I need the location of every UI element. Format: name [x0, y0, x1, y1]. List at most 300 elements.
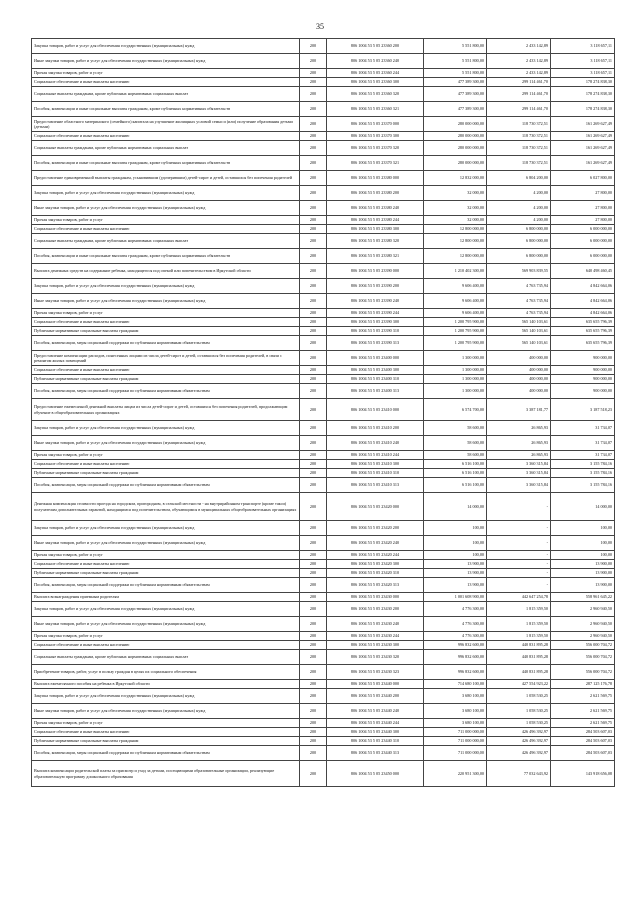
- row-remainder-cell: 900 000,00: [551, 384, 615, 399]
- table-row: [32, 737, 615, 746]
- budget-table: [31, 38, 615, 787]
- row-name-cell: Денежная компенсация стоимости проезда на городском, пригородном, в сельской местности - на внутрирайонном транспорте (кроме такси) получателям дополнительных гарантий, находящимся под попечительством, обучающимся в муниципальных общеобразовательных организациях: [32, 493, 300, 521]
- row-name-cell: Социальное обеспечение и иные выплаты населению: [32, 366, 300, 375]
- row-name-cell: Пособия, компенсации и иные социальные выплаты гражданам, кроме публичных нормативных обязательств: [32, 156, 300, 171]
- row-name-cell: Предоставление единовременной выплаты гражданам, усыновившим (удочерившим) детей-сирот и детей, оставшихся без попечения родителей: [32, 171, 300, 186]
- row-name-cell: Пособия, компенсации, меры социальной поддержки по публичным нормативным обязательствам: [32, 336, 300, 351]
- table-row: [32, 436, 615, 451]
- row-remainder-cell: 3 118 657,11: [551, 54, 615, 69]
- row-name-cell: Закупка товаров, работ и услуг для обеспечения государственных (муниципальных) нужд: [32, 39, 300, 54]
- row-executed-cell: 77 032 643,92: [487, 761, 551, 787]
- row-name-cell: Предоставление областного материнского (семейного) капитала на улучшение жилищных условий семьи и (или) получение образования детьми (детьми): [32, 117, 300, 132]
- row-remainder-cell: 100,00: [551, 536, 615, 551]
- table-row: [32, 551, 615, 560]
- row-executed-cell: 6 800 000,00: [487, 234, 551, 249]
- row-executed-cell: 26 865,93: [487, 451, 551, 460]
- row-classification-cell: 806 1004 53 5 05 23440 240: [327, 704, 424, 719]
- row-executed-cell: 426 496 392,97: [487, 746, 551, 761]
- row-code-cell: 200: [300, 54, 327, 69]
- row-executed-cell: 6 804 200,00: [487, 171, 551, 186]
- row-classification-cell: 806 1004 53 5 05 23360 321: [327, 102, 424, 117]
- row-code-cell: 200: [300, 578, 327, 593]
- row-classification-cell: 806 1004 53 5 05 23420 240: [327, 536, 424, 551]
- table-row: [32, 294, 615, 309]
- row-approved-cell: 12 800 000,00: [424, 225, 487, 234]
- row-code-cell: 200: [300, 351, 327, 366]
- row-executed-cell: 2 433 142,89: [487, 69, 551, 78]
- row-remainder-cell: 3 187 518,23: [551, 399, 615, 421]
- row-remainder-cell: 4 842 664,06: [551, 294, 615, 309]
- row-executed-cell: 569 903 839,55: [487, 264, 551, 279]
- row-code-cell: 200: [300, 719, 327, 728]
- row-name-cell: Закупка товаров, работ и услуг для обеспечения государственных (муниципальных) нужд: [32, 521, 300, 536]
- row-remainder-cell: 2 960 940,50: [551, 632, 615, 641]
- row-classification-cell: 806 1004 53 5 05 23410 310: [327, 469, 424, 478]
- row-code-cell: 200: [300, 156, 327, 171]
- row-name-cell: Пособия, компенсации, меры социальной поддержки по публичным нормативным обязательствам: [32, 578, 300, 593]
- table-row: [32, 201, 615, 216]
- row-executed-cell: 400 000,00: [487, 375, 551, 384]
- row-remainder-cell: 3 155 784,16: [551, 469, 615, 478]
- row-remainder-cell: 2 960 940,50: [551, 602, 615, 617]
- row-name-cell: Иные закупки товаров, работ и услуг для обеспечения государственных (муниципальных) нужд: [32, 704, 300, 719]
- table-row: [32, 617, 615, 632]
- row-remainder-cell: 27 800,00: [551, 201, 615, 216]
- table-row: [32, 493, 615, 521]
- row-code-cell: 200: [300, 617, 327, 632]
- row-code-cell: 200: [300, 141, 327, 156]
- table-row: [32, 632, 615, 641]
- row-executed-cell: 4 200,00: [487, 216, 551, 225]
- table-row: [32, 602, 615, 617]
- table-row: [32, 665, 615, 680]
- row-name-cell: Выплата ежемесячного пособия на ребенка в Иркутской области: [32, 680, 300, 689]
- row-name-cell: Приобретение товаров, работ, услуг в пользу граждан в целях их социального обеспечения: [32, 665, 300, 680]
- row-remainder-cell: 558 961 645,22: [551, 593, 615, 602]
- table-row: [32, 746, 615, 761]
- row-name-cell: Социальное обеспечение и иные выплаты населению: [32, 460, 300, 469]
- table-row: [32, 384, 615, 399]
- row-approved-cell: 1 300 000,00: [424, 351, 487, 366]
- row-approved-cell: 711 000 000,00: [424, 728, 487, 737]
- row-remainder-cell: 161 269 627,49: [551, 156, 615, 171]
- row-name-cell: Прочая закупка товаров, работ и услуг: [32, 551, 300, 560]
- row-name-cell: Выплата денежных средств на содержание ребенка, находящегося под опекой или попечительством в Иркутской области: [32, 264, 300, 279]
- row-executed-cell: 3 387 181,77: [487, 399, 551, 421]
- row-name-cell: Закупка товаров, работ и услуг для обеспечения государственных (муниципальных) нужд: [32, 689, 300, 704]
- row-name-cell: Пособия, компенсации, меры социальной поддержки по публичным нормативным обязательствам: [32, 746, 300, 761]
- row-approved-cell: 1 001 608 900,00: [424, 593, 487, 602]
- table-row: [32, 156, 615, 171]
- row-name-cell: Социальное обеспечение и иные выплаты населению: [32, 728, 300, 737]
- row-name-cell: Прочая закупка товаров, работ и услуг: [32, 451, 300, 460]
- row-approved-cell: 280 000 000,00: [424, 117, 487, 132]
- row-classification-cell: 806 1004 53 5 05 23430 240: [327, 617, 424, 632]
- table-row: [32, 186, 615, 201]
- row-executed-cell: -: [487, 578, 551, 593]
- row-approved-cell: 6 516 100,00: [424, 460, 487, 469]
- row-name-cell: Социальное обеспечение и иные выплаты населению: [32, 641, 300, 650]
- row-name-cell: Социальное обеспечение и иные выплаты населению: [32, 225, 300, 234]
- table-row: [32, 249, 615, 264]
- row-classification-cell: 806 1004 53 5 05 23420 000: [327, 493, 424, 521]
- row-remainder-cell: 4 842 664,06: [551, 309, 615, 318]
- row-classification-cell: 806 1004 53 5 05 23380 321: [327, 249, 424, 264]
- row-classification-cell: 806 1004 53 5 05 23370 321: [327, 156, 424, 171]
- row-code-cell: 200: [300, 551, 327, 560]
- row-executed-cell: 26 865,93: [487, 436, 551, 451]
- row-classification-cell: 806 1004 53 5 05 23360 240: [327, 54, 424, 69]
- row-classification-cell: 806 1004 53 5 05 23400 313: [327, 384, 424, 399]
- row-classification-cell: 806 1004 53 5 05 23370 000: [327, 117, 424, 132]
- row-remainder-cell: 178 274 838,30: [551, 87, 615, 102]
- table-row: [32, 560, 615, 569]
- row-classification-cell: 806 1004 53 5 05 23420 313: [327, 578, 424, 593]
- row-approved-cell: 280 000 000,00: [424, 132, 487, 141]
- row-remainder-cell: 27 800,00: [551, 186, 615, 201]
- table-row: [32, 87, 615, 102]
- row-name-cell: Предоставление компенсации расходов, понесенных лицами из числа детей-сирот и детей, оставшихся без попечения родителей, в связи с ремонтом жилых помещений: [32, 351, 300, 366]
- row-name-cell: Социальные выплаты гражданам, кроме публичных нормативных социальных выплат: [32, 650, 300, 665]
- row-executed-cell: 3 360 315,84: [487, 469, 551, 478]
- row-classification-cell: 806 1004 53 5 05 23370 300: [327, 132, 424, 141]
- table-row: [32, 102, 615, 117]
- row-approved-cell: 6 516 100,00: [424, 469, 487, 478]
- row-code-cell: 200: [300, 469, 327, 478]
- row-approved-cell: 220 951 300,00: [424, 761, 487, 787]
- row-remainder-cell: 14 000,00: [551, 493, 615, 521]
- row-remainder-cell: 900 000,00: [551, 351, 615, 366]
- row-classification-cell: 806 1004 53 5 05 23390 200: [327, 279, 424, 294]
- row-executed-cell: 4 763 735,94: [487, 279, 551, 294]
- row-remainder-cell: 13 900,00: [551, 578, 615, 593]
- row-remainder-cell: 13 900,00: [551, 569, 615, 578]
- row-classification-cell: 806 1004 53 5 05 23360 244: [327, 69, 424, 78]
- row-code-cell: 200: [300, 761, 327, 787]
- row-remainder-cell: 900 000,00: [551, 375, 615, 384]
- row-code-cell: 200: [300, 593, 327, 602]
- row-code-cell: 200: [300, 680, 327, 689]
- row-classification-cell: 806 1004 53 5 05 23400 310: [327, 375, 424, 384]
- row-classification-cell: 806 1004 53 5 05 23430 323: [327, 665, 424, 680]
- row-executed-cell: 4 763 735,94: [487, 294, 551, 309]
- row-code-cell: 200: [300, 87, 327, 102]
- row-executed-cell: 440 831 895,28: [487, 641, 551, 650]
- row-name-cell: Публичные нормативные социальные выплаты гражданам: [32, 327, 300, 336]
- table-row: [32, 78, 615, 87]
- row-name-cell: Прочая закупка товаров, работ и услуг: [32, 69, 300, 78]
- row-code-cell: 200: [300, 375, 327, 384]
- row-name-cell: Социальное обеспечение и иные выплаты населению: [32, 560, 300, 569]
- row-executed-cell: 3 360 315,84: [487, 478, 551, 493]
- row-remainder-cell: 2 621 569,75: [551, 689, 615, 704]
- row-approved-cell: 100,00: [424, 551, 487, 560]
- row-classification-cell: 806 1004 53 5 05 23390 300: [327, 318, 424, 327]
- row-code-cell: 200: [300, 602, 327, 617]
- row-name-cell: Закупка товаров, работ и услуг для обеспечения государственных (муниципальных) нужд: [32, 186, 300, 201]
- table-row: [32, 141, 615, 156]
- row-approved-cell: 32 000,00: [424, 201, 487, 216]
- row-executed-cell: 1 815 359,50: [487, 632, 551, 641]
- row-executed-cell: 565 140 103,61: [487, 336, 551, 351]
- row-classification-cell: 806 1004 53 5 05 23430 244: [327, 632, 424, 641]
- row-approved-cell: 4 776 300,00: [424, 617, 487, 632]
- row-executed-cell: 440 831 895,28: [487, 665, 551, 680]
- row-code-cell: 200: [300, 78, 327, 87]
- row-name-cell: Пособия, компенсации и иные социальные выплаты гражданам, кроме публичных нормативных обязательств: [32, 249, 300, 264]
- row-remainder-cell: 635 655 796,39: [551, 336, 615, 351]
- row-classification-cell: 806 1004 53 5 05 23410 244: [327, 451, 424, 460]
- row-name-cell: Прочая закупка товаров, работ и услуг: [32, 632, 300, 641]
- row-executed-cell: 299 114 461,70: [487, 87, 551, 102]
- row-remainder-cell: 556 000 704,72: [551, 650, 615, 665]
- row-remainder-cell: 100,00: [551, 551, 615, 560]
- row-name-cell: Иные закупки товаров, работ и услуг для обеспечения государственных (муниципальных) нужд: [32, 54, 300, 69]
- row-approved-cell: 12 832 000,00: [424, 171, 487, 186]
- row-approved-cell: 100,00: [424, 536, 487, 551]
- row-executed-cell: 426 496 392,97: [487, 737, 551, 746]
- row-approved-cell: 13 900,00: [424, 560, 487, 569]
- row-remainder-cell: 3 155 784,16: [551, 460, 615, 469]
- row-classification-cell: 806 1004 53 5 05 23380 000: [327, 171, 424, 186]
- row-code-cell: 200: [300, 309, 327, 318]
- row-code-cell: 200: [300, 460, 327, 469]
- row-classification-cell: 806 1004 53 5 05 23440 000: [327, 680, 424, 689]
- row-remainder-cell: 161 269 627,49: [551, 141, 615, 156]
- row-executed-cell: 2 433 142,89: [487, 54, 551, 69]
- table-row: [32, 351, 615, 366]
- table-row: [32, 117, 615, 132]
- row-remainder-cell: 31 734,07: [551, 421, 615, 436]
- row-remainder-cell: 100,00: [551, 521, 615, 536]
- row-remainder-cell: 2 960 940,50: [551, 617, 615, 632]
- row-remainder-cell: 6 000 000,00: [551, 234, 615, 249]
- row-approved-cell: 3 680 100,00: [424, 719, 487, 728]
- table-row: [32, 728, 615, 737]
- row-approved-cell: 711 000 000,00: [424, 746, 487, 761]
- table-row: [32, 469, 615, 478]
- row-name-cell: Публичные нормативные социальные выплаты гражданам: [32, 737, 300, 746]
- row-code-cell: 200: [300, 451, 327, 460]
- row-executed-cell: -: [487, 569, 551, 578]
- row-classification-cell: 806 1004 53 5 05 23390 240: [327, 294, 424, 309]
- row-remainder-cell: 3 155 784,16: [551, 478, 615, 493]
- row-name-cell: Иные закупки товаров, работ и услуг для обеспечения государственных (муниципальных) нужд: [32, 536, 300, 551]
- row-executed-cell: 6 800 000,00: [487, 249, 551, 264]
- row-approved-cell: 477 389 300,00: [424, 78, 487, 87]
- row-name-cell: Выплата компенсации родительской платы за присмотр и уход за детьми, посещающими образовательные организации, реализующие образовательную программу дошкольного образования: [32, 761, 300, 787]
- row-code-cell: 200: [300, 294, 327, 309]
- row-remainder-cell: 284 503 607,03: [551, 746, 615, 761]
- row-executed-cell: -: [487, 493, 551, 521]
- row-code-cell: 200: [300, 737, 327, 746]
- row-classification-cell: 806 1004 53 5 05 23430 320: [327, 650, 424, 665]
- row-approved-cell: 58 600,00: [424, 451, 487, 460]
- row-code-cell: 200: [300, 279, 327, 294]
- table-row: [32, 680, 615, 689]
- row-remainder-cell: 640 498 460,45: [551, 264, 615, 279]
- row-executed-cell: 442 647 254,78: [487, 593, 551, 602]
- row-name-cell: Социальное обеспечение и иные выплаты населению: [32, 78, 300, 87]
- row-name-cell: Социальные выплаты гражданам, кроме публичных нормативных социальных выплат: [32, 234, 300, 249]
- row-name-cell: Пособия, компенсации и иные социальные выплаты гражданам, кроме публичных нормативных обязательств: [32, 102, 300, 117]
- row-approved-cell: 477 389 300,00: [424, 87, 487, 102]
- row-executed-cell: 1 058 530,25: [487, 719, 551, 728]
- row-classification-cell: 806 1004 53 5 05 23420 200: [327, 521, 424, 536]
- row-executed-cell: 400 000,00: [487, 384, 551, 399]
- row-executed-cell: 1 058 530,25: [487, 689, 551, 704]
- table-row: [32, 234, 615, 249]
- row-approved-cell: 996 832 600,00: [424, 641, 487, 650]
- row-remainder-cell: 143 918 656,08: [551, 761, 615, 787]
- row-classification-cell: 806 1004 53 5 05 23380 320: [327, 234, 424, 249]
- row-name-cell: Закупка товаров, работ и услуг для обеспечения государственных (муниципальных) нужд: [32, 279, 300, 294]
- row-remainder-cell: 13 900,00: [551, 560, 615, 569]
- row-code-cell: 200: [300, 704, 327, 719]
- row-approved-cell: 996 832 600,00: [424, 665, 487, 680]
- row-remainder-cell: 178 274 838,30: [551, 102, 615, 117]
- row-remainder-cell: 161 269 627,49: [551, 132, 615, 141]
- table-row: [32, 460, 615, 469]
- row-code-cell: 200: [300, 536, 327, 551]
- table-row: [32, 719, 615, 728]
- table-row: [32, 650, 615, 665]
- row-code-cell: 200: [300, 632, 327, 641]
- row-approved-cell: 13 900,00: [424, 578, 487, 593]
- row-approved-cell: 1 200 795 900,00: [424, 336, 487, 351]
- row-code-cell: 200: [300, 384, 327, 399]
- table-row: [32, 54, 615, 69]
- row-approved-cell: 12 800 000,00: [424, 234, 487, 249]
- page-number: 35: [316, 22, 324, 31]
- table-row: [32, 578, 615, 593]
- row-name-cell: Иные закупки товаров, работ и услуг для обеспечения государственных (муниципальных) нужд: [32, 436, 300, 451]
- row-classification-cell: 806 1004 53 5 05 23360 200: [327, 39, 424, 54]
- row-executed-cell: 400 000,00: [487, 351, 551, 366]
- row-code-cell: 200: [300, 186, 327, 201]
- row-name-cell: Выплата вознаграждения приемным родителям: [32, 593, 300, 602]
- row-classification-cell: 806 1004 53 5 05 23390 000: [327, 264, 424, 279]
- row-executed-cell: 440 831 895,28: [487, 650, 551, 665]
- row-classification-cell: 806 1004 53 5 05 23410 000: [327, 399, 424, 421]
- row-code-cell: 200: [300, 366, 327, 375]
- row-remainder-cell: 31 734,07: [551, 451, 615, 460]
- row-classification-cell: 806 1004 53 5 05 23400 300: [327, 366, 424, 375]
- row-classification-cell: 806 1004 53 5 05 23420 300: [327, 560, 424, 569]
- row-approved-cell: 4 776 300,00: [424, 632, 487, 641]
- row-approved-cell: 5 551 800,00: [424, 54, 487, 69]
- row-code-cell: 200: [300, 117, 327, 132]
- row-classification-cell: 806 1004 53 5 05 23420 310: [327, 569, 424, 578]
- row-executed-cell: 565 140 103,61: [487, 318, 551, 327]
- table-row: [32, 69, 615, 78]
- row-code-cell: 200: [300, 421, 327, 436]
- table-row: [32, 309, 615, 318]
- row-classification-cell: 806 1004 53 5 05 23410 240: [327, 436, 424, 451]
- row-remainder-cell: 161 269 627,49: [551, 117, 615, 132]
- table-row: [32, 279, 615, 294]
- row-approved-cell: 58 600,00: [424, 436, 487, 451]
- row-classification-cell: 806 1004 53 5 05 23360 300: [327, 78, 424, 87]
- row-executed-cell: 1 815 359,50: [487, 602, 551, 617]
- table-row: [32, 327, 615, 336]
- row-approved-cell: 9 606 400,00: [424, 309, 487, 318]
- row-classification-cell: 806 1004 53 5 05 23410 313: [327, 478, 424, 493]
- row-name-cell: Социальное обеспечение и иные выплаты населению: [32, 132, 300, 141]
- row-approved-cell: 32 000,00: [424, 216, 487, 225]
- row-classification-cell: 806 1004 53 5 05 23380 200: [327, 186, 424, 201]
- row-classification-cell: 806 1004 53 5 05 23430 300: [327, 641, 424, 650]
- row-code-cell: 200: [300, 171, 327, 186]
- row-approved-cell: 58 600,00: [424, 421, 487, 436]
- row-executed-cell: 400 000,00: [487, 366, 551, 375]
- row-classification-cell: 806 1004 53 5 05 23440 244: [327, 719, 424, 728]
- row-approved-cell: 6 516 100,00: [424, 478, 487, 493]
- row-remainder-cell: 2 621 569,75: [551, 704, 615, 719]
- budget-table-body: [32, 39, 615, 787]
- table-row: [32, 593, 615, 602]
- row-name-cell: Иные закупки товаров, работ и услуг для обеспечения государственных (муниципальных) нужд: [32, 201, 300, 216]
- row-name-cell: Закупка товаров, работ и услуг для обеспечения государственных (муниципальных) нужд: [32, 421, 300, 436]
- row-remainder-cell: 6 027 800,00: [551, 171, 615, 186]
- row-name-cell: Публичные нормативные социальные выплаты гражданам: [32, 569, 300, 578]
- row-name-cell: Закупка товаров, работ и услуг для обеспечения государственных (муниципальных) нужд: [32, 602, 300, 617]
- row-remainder-cell: 284 503 607,03: [551, 737, 615, 746]
- table-row: [32, 264, 615, 279]
- row-name-cell: Предоставление ежемесячной денежной выплаты лицам из числа детей-сирот и детей, оставшихся без попечения родителей, продолжающим обучение в общеобразовательных организациях: [32, 399, 300, 421]
- row-executed-cell: 118 730 372,51: [487, 141, 551, 156]
- row-approved-cell: 14 000,00: [424, 493, 487, 521]
- row-name-cell: Пособия, компенсации, меры социальной поддержки по публичным нормативным обязательствам: [32, 384, 300, 399]
- table-row: [32, 451, 615, 460]
- row-classification-cell: 806 1004 53 5 05 23380 300: [327, 225, 424, 234]
- row-classification-cell: 806 1004 53 5 05 23400 000: [327, 351, 424, 366]
- table-row: [32, 689, 615, 704]
- row-approved-cell: 9 606 400,00: [424, 279, 487, 294]
- table-row: [32, 318, 615, 327]
- row-approved-cell: 6 574 700,00: [424, 399, 487, 421]
- row-classification-cell: 806 1004 53 5 05 23390 313: [327, 336, 424, 351]
- row-classification-cell: 806 1004 53 5 05 23390 244: [327, 309, 424, 318]
- table-row: [32, 478, 615, 493]
- row-name-cell: Пособия, компенсации, меры социальной поддержки по публичным нормативным обязательствам: [32, 478, 300, 493]
- row-code-cell: 200: [300, 689, 327, 704]
- row-classification-cell: 806 1004 53 5 05 23390 310: [327, 327, 424, 336]
- row-classification-cell: 806 1004 53 5 05 23360 320: [327, 87, 424, 102]
- table-row: [32, 761, 615, 787]
- row-classification-cell: 806 1004 53 5 05 23440 300: [327, 728, 424, 737]
- row-name-cell: Прочая закупка товаров, работ и услуг: [32, 719, 300, 728]
- row-remainder-cell: 556 000 704,72: [551, 641, 615, 650]
- row-executed-cell: 1 815 359,50: [487, 617, 551, 632]
- row-approved-cell: 4 776 300,00: [424, 602, 487, 617]
- row-code-cell: 200: [300, 728, 327, 737]
- row-name-cell: Социальное обеспечение и иные выплаты населению: [32, 318, 300, 327]
- table-row: [32, 421, 615, 436]
- row-classification-cell: 806 1004 53 5 05 23430 000: [327, 593, 424, 602]
- table-row: [32, 399, 615, 421]
- row-code-cell: 200: [300, 201, 327, 216]
- table-row: [32, 216, 615, 225]
- row-classification-cell: 806 1004 53 5 05 23440 310: [327, 737, 424, 746]
- row-code-cell: 200: [300, 665, 327, 680]
- table-row: [32, 39, 615, 54]
- row-name-cell: Прочая закупка товаров, работ и услуг: [32, 216, 300, 225]
- row-executed-cell: 1 058 530,25: [487, 704, 551, 719]
- row-code-cell: 200: [300, 493, 327, 521]
- row-executed-cell: 118 730 372,51: [487, 117, 551, 132]
- row-executed-cell: 6 800 000,00: [487, 225, 551, 234]
